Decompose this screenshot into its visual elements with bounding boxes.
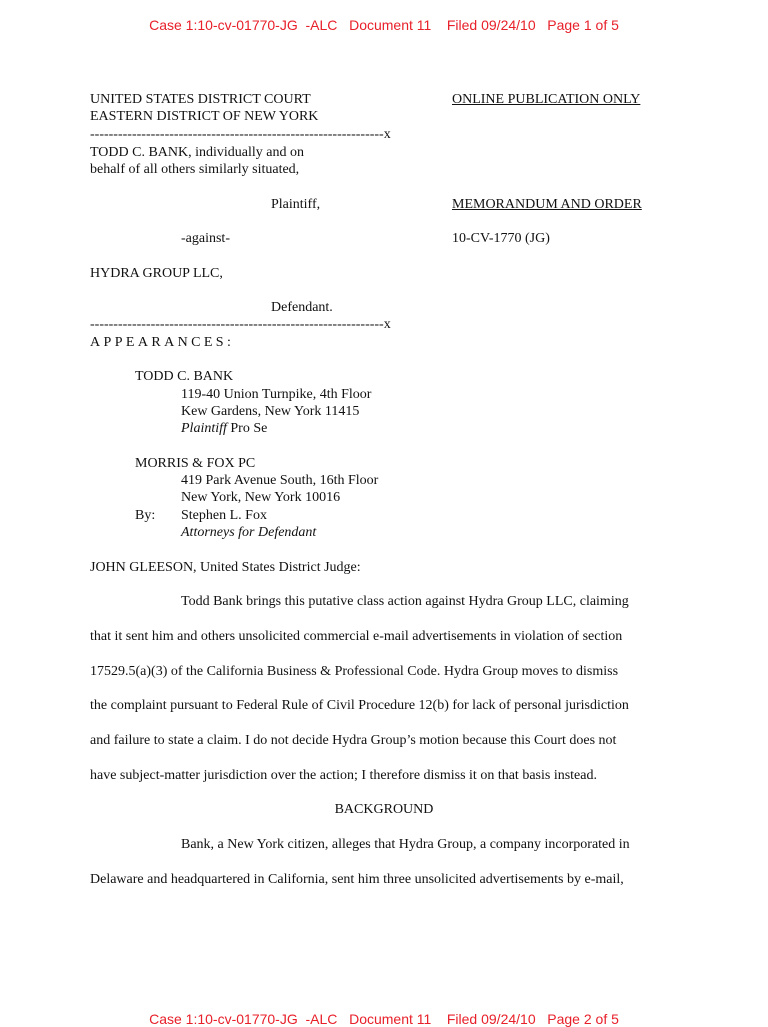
page-stamp-bottom: Case 1:10-cv-01770-JG -ALC Document 11 Filed 09/24/10 Page 2 of 5 [149,1011,619,1027]
appearance-1-city: Kew Gardens, New York 11415 [181,404,360,419]
paragraph-line: the complaint pursuant to Federal Rule of Civil Procedure 12(b) for lack of personal jurisdiction [90,698,629,713]
paragraph-line: and failure to state a claim. I do not decide Hydra Group’s motion because this Court does not [90,733,617,748]
paragraph-line: 17529.5(a)(3) of the California Business & Professional Code. Hydra Group moves to dismiss [90,664,619,679]
appearance-2-address: 419 Park Avenue South, 16th Floor [181,473,379,488]
defendant-role: Defendant. [271,300,333,315]
judge-line: JOHN GLEESON, United States District Judge: [90,560,361,575]
appearance-1-name: TODD C. BANK [135,369,234,384]
paragraph-line: Todd Bank brings this putative class action against Hydra Group LLC, claiming [181,594,629,609]
page-stamp-top: Case 1:10-cv-01770-JG -ALC Document 11 Filed 09/24/10 Page 1 of 5 [149,17,619,33]
section-heading: BACKGROUND [334,802,434,817]
paragraph-line: have subject-matter jurisdiction over the action; I therefore dismiss it on that basis instead. [90,768,597,783]
appearances-heading: APPEARANCES: [90,335,235,350]
paragraph-line: Delaware and headquartered in California, sent him three unsolicited advertisements by e-mail, [90,872,624,887]
appearance-2-city: New York, New York 10016 [181,490,341,505]
appearance-2-role: Attorneys for Defendant [181,525,317,540]
appearance-1-role [181,420,267,437]
appearance-2-attorney: Stephen L. Fox [181,508,267,523]
appearance-1-address: 119-40 Union Turnpike, 4th Floor [181,387,372,402]
caption-divider-bottom: ---------------------------------------------------------------x [90,317,391,332]
defendant-name: HYDRA GROUP LLC, [90,266,223,281]
against-label: -against- [181,231,230,246]
case-number: 10-CV-1770 (JG) [452,231,550,246]
caption-divider-top: ---------------------------------------------------------------x [90,127,391,142]
appearance-2-name: MORRIS & FOX PC [135,456,256,471]
plaintiff-name-cont: behalf of all others similarly situated, [90,162,300,177]
appearance-2-by-label: By: [135,508,156,523]
plaintiff-role: Plaintiff, [271,197,321,212]
court-name: UNITED STATES DISTRICT COURT [90,92,311,107]
appearance-1-role-rest: Pro Se [226,421,268,436]
court-district: EASTERN DISTRICT OF NEW YORK [90,109,319,124]
document-title: MEMORANDUM AND ORDER [452,197,642,212]
paragraph-line: Bank, a New York citizen, alleges that Hydra Group, a company incorporated in [181,837,630,852]
appearance-1-role-italic: Plaintiff [181,421,227,436]
paragraph-line: that it sent him and others unsolicited commercial e-mail advertisements in violation of section [90,629,623,644]
plaintiff-name: TODD C. BANK, individually and on [90,145,305,160]
online-publication-label: ONLINE PUBLICATION ONLY [452,92,641,107]
